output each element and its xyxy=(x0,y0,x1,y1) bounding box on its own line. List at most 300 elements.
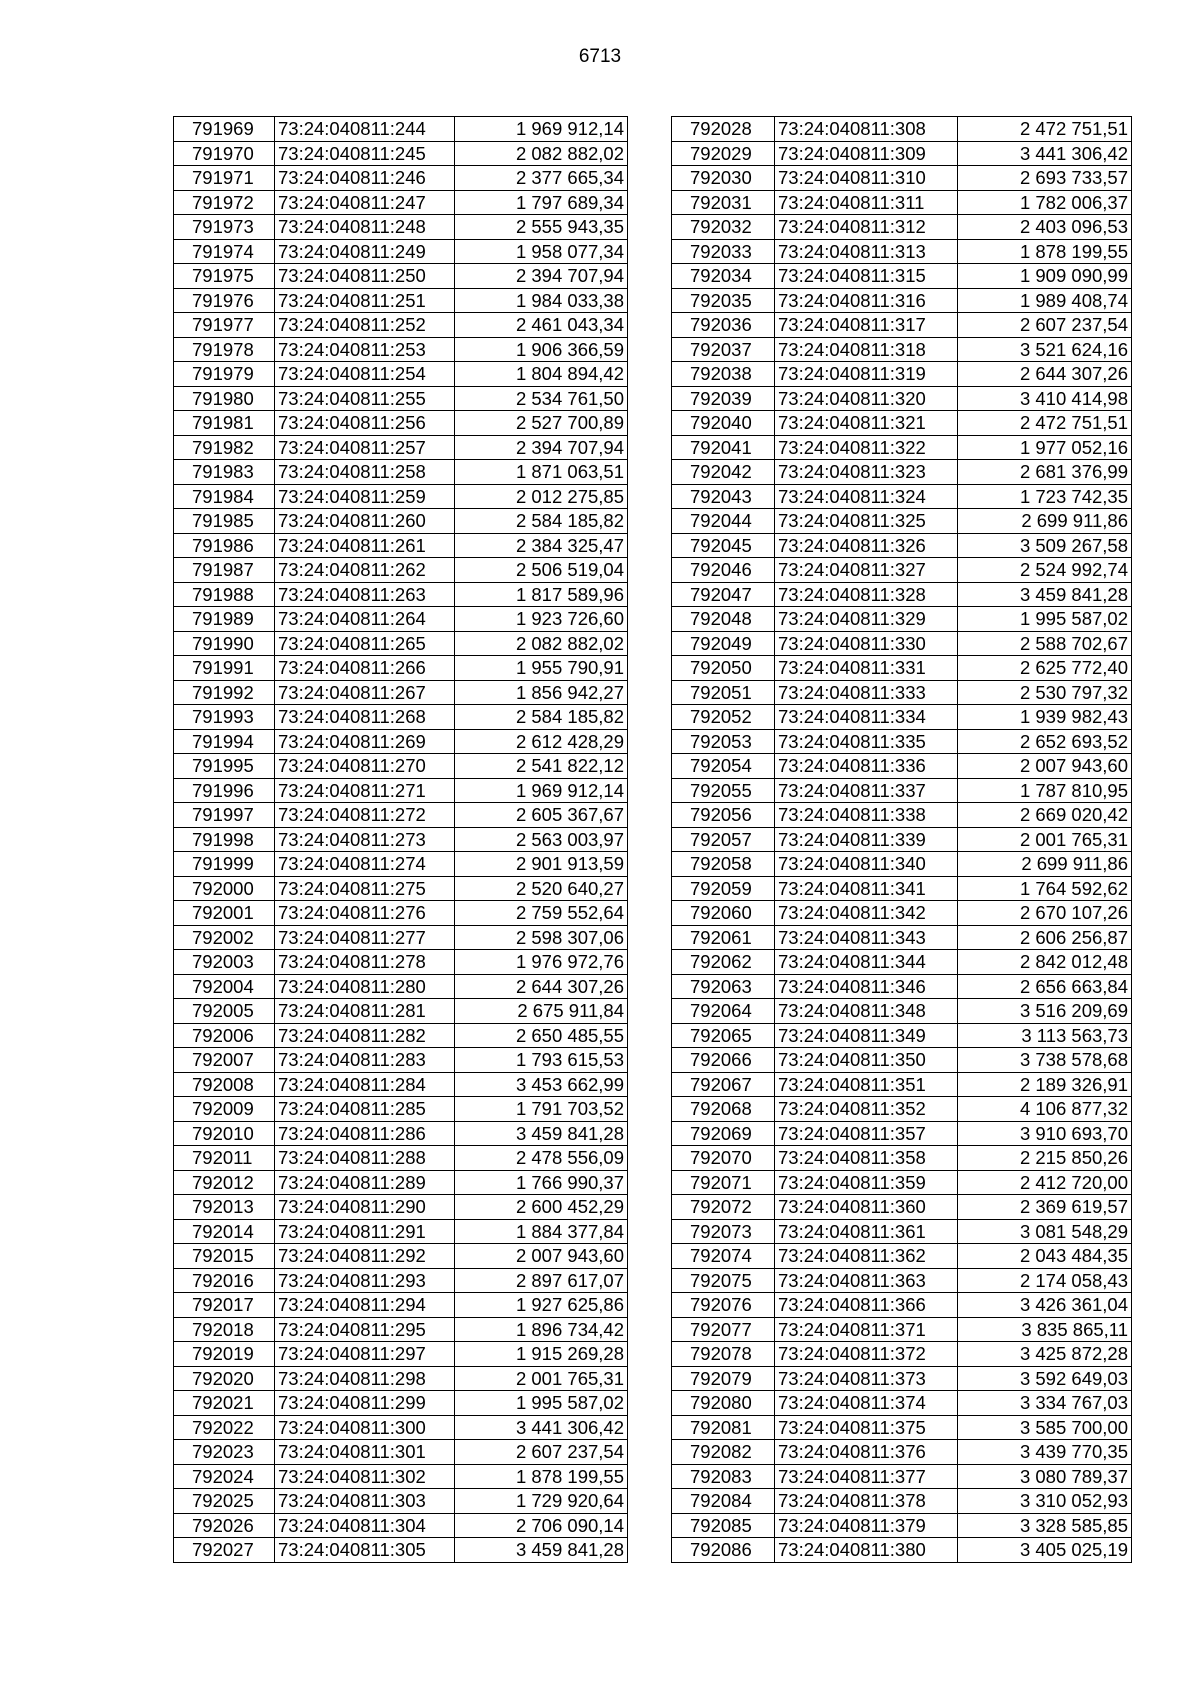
cadastral-number-cell: 73:24:040811:253 xyxy=(275,337,455,362)
cadastral-value-cell: 2 472 751,51 xyxy=(958,117,1132,142)
cadastral-number-cell: 73:24:040811:303 xyxy=(275,1489,455,1514)
record-number-cell: 792068 xyxy=(672,1097,775,1122)
cadastral-value-cell: 1 723 742,35 xyxy=(958,484,1132,509)
record-number-cell: 792061 xyxy=(672,925,775,950)
cadastral-number-cell: 73:24:040811:371 xyxy=(775,1317,958,1342)
table-row xyxy=(174,1342,628,1367)
table-row xyxy=(174,533,628,558)
table-row xyxy=(174,288,628,313)
cadastral-value-cell: 1 729 920,64 xyxy=(455,1489,628,1514)
table-row xyxy=(174,239,628,264)
cadastral-number-cell: 73:24:040811:324 xyxy=(775,484,958,509)
record-number-cell: 791984 xyxy=(174,484,275,509)
table-row xyxy=(174,1366,628,1391)
cadastral-number-cell: 73:24:040811:302 xyxy=(275,1464,455,1489)
cadastral-value-cell: 2 082 882,02 xyxy=(455,141,628,166)
table-row xyxy=(672,509,1132,534)
record-number-cell: 792076 xyxy=(672,1293,775,1318)
record-number-cell: 792078 xyxy=(672,1342,775,1367)
record-number-cell: 791977 xyxy=(174,313,275,338)
cadastral-value-cell: 3 426 361,04 xyxy=(958,1293,1132,1318)
cadastral-value-cell: 2 007 943,60 xyxy=(455,1244,628,1269)
cadastral-value-cell: 1 797 689,34 xyxy=(455,190,628,215)
record-number-cell: 791994 xyxy=(174,729,275,754)
record-number-cell: 792062 xyxy=(672,950,775,975)
cadastral-value-cell: 1 791 703,52 xyxy=(455,1097,628,1122)
cadastral-number-cell: 73:24:040811:273 xyxy=(275,827,455,852)
cadastral-number-cell: 73:24:040811:284 xyxy=(275,1072,455,1097)
record-number-cell: 792001 xyxy=(174,901,275,926)
record-number-cell: 792014 xyxy=(174,1219,275,1244)
record-number-cell: 791998 xyxy=(174,827,275,852)
cadastral-value-cell: 3 509 267,58 xyxy=(958,533,1132,558)
cadastral-value-cell: 2 644 307,26 xyxy=(958,362,1132,387)
record-number-cell: 792021 xyxy=(174,1391,275,1416)
table-row xyxy=(672,215,1132,240)
cadastral-number-cell: 73:24:040811:379 xyxy=(775,1513,958,1538)
record-number-cell: 792043 xyxy=(672,484,775,509)
record-number-cell: 792028 xyxy=(672,117,775,142)
cadastral-value-cell: 2 530 797,32 xyxy=(958,680,1132,705)
cadastral-value-cell: 2 563 003,97 xyxy=(455,827,628,852)
cadastral-value-cell: 3 113 563,73 xyxy=(958,1023,1132,1048)
cadastral-number-cell: 73:24:040811:378 xyxy=(775,1489,958,1514)
record-number-cell: 791973 xyxy=(174,215,275,240)
cadastral-value-cell: 2 759 552,64 xyxy=(455,901,628,926)
record-number-cell: 792039 xyxy=(672,386,775,411)
cadastral-value-cell: 3 334 767,03 xyxy=(958,1391,1132,1416)
table-row xyxy=(672,386,1132,411)
cadastral-value-cell: 2 527 700,89 xyxy=(455,411,628,436)
record-number-cell: 792006 xyxy=(174,1023,275,1048)
cadastral-value-cell: 2 842 012,48 xyxy=(958,950,1132,975)
cadastral-number-cell: 73:24:040811:266 xyxy=(275,656,455,681)
cadastral-number-cell: 73:24:040811:328 xyxy=(775,582,958,607)
cadastral-value-cell: 3 592 649,03 xyxy=(958,1366,1132,1391)
cadastral-number-cell: 73:24:040811:248 xyxy=(275,215,455,240)
cadastral-number-cell: 73:24:040811:286 xyxy=(275,1121,455,1146)
cadastral-number-cell: 73:24:040811:313 xyxy=(775,239,958,264)
cadastral-number-cell: 73:24:040811:360 xyxy=(775,1195,958,1220)
cadastral-value-cell: 1 976 972,76 xyxy=(455,950,628,975)
record-number-cell: 791995 xyxy=(174,754,275,779)
cadastral-number-cell: 73:24:040811:340 xyxy=(775,852,958,877)
cadastral-number-cell: 73:24:040811:275 xyxy=(275,876,455,901)
record-number-cell: 792027 xyxy=(174,1538,275,1563)
record-number-cell: 791999 xyxy=(174,852,275,877)
table-row xyxy=(672,1391,1132,1416)
cadastral-number-cell: 73:24:040811:372 xyxy=(775,1342,958,1367)
cadastral-number-cell: 73:24:040811:270 xyxy=(275,754,455,779)
cadastral-number-cell: 73:24:040811:317 xyxy=(775,313,958,338)
table-row xyxy=(174,362,628,387)
cadastral-number-cell: 73:24:040811:252 xyxy=(275,313,455,338)
table-row xyxy=(672,1072,1132,1097)
cadastral-number-cell: 73:24:040811:336 xyxy=(775,754,958,779)
cadastral-value-cell: 2 650 485,55 xyxy=(455,1023,628,1048)
cadastral-number-cell: 73:24:040811:267 xyxy=(275,680,455,705)
cadastral-number-cell: 73:24:040811:255 xyxy=(275,386,455,411)
cadastral-value-cell: 3 835 865,11 xyxy=(958,1317,1132,1342)
cadastral-number-cell: 73:24:040811:308 xyxy=(775,117,958,142)
table-row xyxy=(174,484,628,509)
cadastral-value-cell: 1 871 063,51 xyxy=(455,460,628,485)
cadastral-value-cell: 3 405 025,19 xyxy=(958,1538,1132,1563)
cadastral-value-cell: 2 520 640,27 xyxy=(455,876,628,901)
record-number-cell: 791997 xyxy=(174,803,275,828)
cadastral-number-cell: 73:24:040811:342 xyxy=(775,901,958,926)
cadastral-number-cell: 73:24:040811:282 xyxy=(275,1023,455,1048)
table-row xyxy=(174,1391,628,1416)
record-number-cell: 792057 xyxy=(672,827,775,852)
cadastral-number-cell: 73:24:040811:320 xyxy=(775,386,958,411)
table-row xyxy=(174,1415,628,1440)
cadastral-number-cell: 73:24:040811:346 xyxy=(775,974,958,999)
record-number-cell: 792051 xyxy=(672,680,775,705)
cadastral-number-cell: 73:24:040811:283 xyxy=(275,1048,455,1073)
cadastral-number-cell: 73:24:040811:361 xyxy=(775,1219,958,1244)
record-number-cell: 792038 xyxy=(672,362,775,387)
cadastral-value-cell: 2 478 556,09 xyxy=(455,1146,628,1171)
record-number-cell: 792050 xyxy=(672,656,775,681)
record-number-cell: 791974 xyxy=(174,239,275,264)
table-row xyxy=(174,607,628,632)
table-row xyxy=(174,558,628,583)
cadastral-value-cell: 1 969 912,14 xyxy=(455,117,628,142)
cadastral-value-cell: 2 506 519,04 xyxy=(455,558,628,583)
table-row xyxy=(174,705,628,730)
record-number-cell: 792029 xyxy=(672,141,775,166)
table-row xyxy=(672,313,1132,338)
table-row xyxy=(174,631,628,656)
cadastral-number-cell: 73:24:040811:316 xyxy=(775,288,958,313)
cadastral-number-cell: 73:24:040811:319 xyxy=(775,362,958,387)
record-number-cell: 791976 xyxy=(174,288,275,313)
cadastral-value-cell: 2 656 663,84 xyxy=(958,974,1132,999)
cadastral-number-cell: 73:24:040811:290 xyxy=(275,1195,455,1220)
record-number-cell: 792013 xyxy=(174,1195,275,1220)
cadastral-value-cell: 2 007 943,60 xyxy=(958,754,1132,779)
cadastral-value-cell: 2 605 367,67 xyxy=(455,803,628,828)
cadastral-number-cell: 73:24:040811:280 xyxy=(275,974,455,999)
cadastral-value-cell: 1 909 090,99 xyxy=(958,264,1132,289)
cadastral-value-cell: 2 612 428,29 xyxy=(455,729,628,754)
cadastral-value-cell: 1 995 587,02 xyxy=(455,1391,628,1416)
table-row xyxy=(672,656,1132,681)
table-row xyxy=(174,827,628,852)
table-row xyxy=(672,1146,1132,1171)
record-number-cell: 792047 xyxy=(672,582,775,607)
table-row xyxy=(672,1538,1132,1563)
record-number-cell: 792019 xyxy=(174,1342,275,1367)
table-row xyxy=(672,1219,1132,1244)
table-row xyxy=(672,974,1132,999)
table-row xyxy=(174,435,628,460)
record-number-cell: 792082 xyxy=(672,1440,775,1465)
cadastral-value-cell: 4 106 877,32 xyxy=(958,1097,1132,1122)
cadastral-number-cell: 73:24:040811:338 xyxy=(775,803,958,828)
record-number-cell: 792045 xyxy=(672,533,775,558)
record-number-cell: 791975 xyxy=(174,264,275,289)
record-number-cell: 792015 xyxy=(174,1244,275,1269)
table-row xyxy=(174,1048,628,1073)
table-row xyxy=(672,460,1132,485)
cadastral-value-cell: 1 856 942,27 xyxy=(455,680,628,705)
record-number-cell: 792023 xyxy=(174,1440,275,1465)
table-row xyxy=(672,827,1132,852)
cadastral-number-cell: 73:24:040811:318 xyxy=(775,337,958,362)
record-number-cell: 792086 xyxy=(672,1538,775,1563)
record-number-cell: 791969 xyxy=(174,117,275,142)
cadastral-number-cell: 73:24:040811:272 xyxy=(275,803,455,828)
table-row xyxy=(672,680,1132,705)
table-row xyxy=(672,533,1132,558)
record-number-cell: 792005 xyxy=(174,999,275,1024)
table-row xyxy=(174,117,628,142)
cadastral-number-cell: 73:24:040811:375 xyxy=(775,1415,958,1440)
cadastral-value-cell: 2 644 307,26 xyxy=(455,974,628,999)
table-row xyxy=(174,1195,628,1220)
cadastral-value-cell: 1 923 726,60 xyxy=(455,607,628,632)
record-number-cell: 791980 xyxy=(174,386,275,411)
record-number-cell: 792077 xyxy=(672,1317,775,1342)
record-number-cell: 791996 xyxy=(174,778,275,803)
table-row xyxy=(672,607,1132,632)
cadastral-value-cell: 1 764 592,62 xyxy=(958,876,1132,901)
table-row xyxy=(672,999,1132,1024)
cadastral-value-cell: 2 189 326,91 xyxy=(958,1072,1132,1097)
table-row xyxy=(174,901,628,926)
cadastral-value-cell: 1 969 912,14 xyxy=(455,778,628,803)
cadastral-value-cell: 1 995 587,02 xyxy=(958,607,1132,632)
cadastral-number-cell: 73:24:040811:330 xyxy=(775,631,958,656)
cadastral-number-cell: 73:24:040811:264 xyxy=(275,607,455,632)
cadastral-value-cell: 2 541 822,12 xyxy=(455,754,628,779)
table-row xyxy=(174,1170,628,1195)
table-row xyxy=(174,680,628,705)
cadastral-value-cell: 3 459 841,28 xyxy=(455,1121,628,1146)
cadastral-number-cell: 73:24:040811:276 xyxy=(275,901,455,926)
table-row xyxy=(672,778,1132,803)
table-row xyxy=(174,1023,628,1048)
record-number-cell: 792025 xyxy=(174,1489,275,1514)
cadastral-number-cell: 73:24:040811:352 xyxy=(775,1097,958,1122)
cadastral-number-cell: 73:24:040811:288 xyxy=(275,1146,455,1171)
record-number-cell: 792058 xyxy=(672,852,775,877)
cadastral-value-cell: 1 977 052,16 xyxy=(958,435,1132,460)
cadastral-number-cell: 73:24:040811:250 xyxy=(275,264,455,289)
table-row xyxy=(174,411,628,436)
table-row xyxy=(174,778,628,803)
record-number-cell: 792012 xyxy=(174,1170,275,1195)
record-number-cell: 791986 xyxy=(174,533,275,558)
table-row xyxy=(174,1317,628,1342)
table-row xyxy=(672,411,1132,436)
cadastral-number-cell: 73:24:040811:251 xyxy=(275,288,455,313)
cadastral-value-cell: 2 675 911,84 xyxy=(455,999,628,1024)
cadastral-value-cell: 2 394 707,94 xyxy=(455,264,628,289)
record-number-cell: 792022 xyxy=(174,1415,275,1440)
record-number-cell: 792067 xyxy=(672,1072,775,1097)
record-number-cell: 792048 xyxy=(672,607,775,632)
table-row xyxy=(672,1464,1132,1489)
record-number-cell: 792055 xyxy=(672,778,775,803)
table-row xyxy=(174,1121,628,1146)
record-number-cell: 792037 xyxy=(672,337,775,362)
cadastral-number-cell: 73:24:040811:300 xyxy=(275,1415,455,1440)
cadastral-value-cell: 3 459 841,28 xyxy=(958,582,1132,607)
table-row xyxy=(672,1170,1132,1195)
cadastral-value-cell: 3 410 414,98 xyxy=(958,386,1132,411)
record-number-cell: 792032 xyxy=(672,215,775,240)
table-row xyxy=(672,1342,1132,1367)
record-number-cell: 791987 xyxy=(174,558,275,583)
cadastral-number-cell: 73:24:040811:244 xyxy=(275,117,455,142)
cadastral-number-cell: 73:24:040811:380 xyxy=(775,1538,958,1563)
record-number-cell: 792009 xyxy=(174,1097,275,1122)
table-row xyxy=(174,1146,628,1171)
cadastral-number-cell: 73:24:040811:289 xyxy=(275,1170,455,1195)
table-row xyxy=(174,1244,628,1269)
cadastral-value-cell: 3 081 548,29 xyxy=(958,1219,1132,1244)
table-row xyxy=(672,876,1132,901)
cadastral-value-cell: 2 693 733,57 xyxy=(958,166,1132,191)
table-row xyxy=(174,925,628,950)
record-number-cell: 792059 xyxy=(672,876,775,901)
cadastral-number-cell: 73:24:040811:335 xyxy=(775,729,958,754)
table-row xyxy=(672,925,1132,950)
table-row xyxy=(174,1440,628,1465)
cadastral-value-cell: 1 906 366,59 xyxy=(455,337,628,362)
table-row xyxy=(672,1121,1132,1146)
cadastral-number-cell: 73:24:040811:262 xyxy=(275,558,455,583)
table-row xyxy=(672,1268,1132,1293)
cadastral-value-cell: 1 782 006,37 xyxy=(958,190,1132,215)
cadastral-value-cell: 2 001 765,31 xyxy=(455,1366,628,1391)
cadastral-number-cell: 73:24:040811:265 xyxy=(275,631,455,656)
table-row xyxy=(672,264,1132,289)
cadastral-value-cell: 3 459 841,28 xyxy=(455,1538,628,1563)
record-number-cell: 791982 xyxy=(174,435,275,460)
record-number-cell: 792002 xyxy=(174,925,275,950)
cadastral-value-cell: 2 607 237,54 xyxy=(958,313,1132,338)
table-body xyxy=(174,117,628,1563)
cadastral-number-cell: 73:24:040811:293 xyxy=(275,1268,455,1293)
record-number-cell: 792016 xyxy=(174,1268,275,1293)
cadastral-number-cell: 73:24:040811:344 xyxy=(775,950,958,975)
table-row xyxy=(174,386,628,411)
cadastral-value-cell: 2 598 307,06 xyxy=(455,925,628,950)
record-number-cell: 792011 xyxy=(174,1146,275,1171)
cadastral-number-cell: 73:24:040811:305 xyxy=(275,1538,455,1563)
cadastral-number-cell: 73:24:040811:268 xyxy=(275,705,455,730)
record-number-cell: 792040 xyxy=(672,411,775,436)
cadastral-value-cell: 2 534 761,50 xyxy=(455,386,628,411)
page-number: 6713 xyxy=(578,46,622,67)
table-row xyxy=(174,999,628,1024)
cadastral-value-cell: 2 369 619,57 xyxy=(958,1195,1132,1220)
record-number-cell: 792042 xyxy=(672,460,775,485)
cadastral-value-cell: 2 897 617,07 xyxy=(455,1268,628,1293)
record-number-cell: 792041 xyxy=(672,435,775,460)
cadastral-number-cell: 73:24:040811:323 xyxy=(775,460,958,485)
table-row xyxy=(174,852,628,877)
cadastral-number-cell: 73:24:040811:256 xyxy=(275,411,455,436)
record-number-cell: 791983 xyxy=(174,460,275,485)
table-row xyxy=(174,313,628,338)
table-row xyxy=(672,1023,1132,1048)
record-number-cell: 792008 xyxy=(174,1072,275,1097)
record-number-cell: 792020 xyxy=(174,1366,275,1391)
table-row xyxy=(672,901,1132,926)
record-number-cell: 791971 xyxy=(174,166,275,191)
record-number-cell: 791989 xyxy=(174,607,275,632)
cadastral-value-cell: 1 878 199,55 xyxy=(455,1464,628,1489)
cadastral-number-cell: 73:24:040811:309 xyxy=(775,141,958,166)
cadastral-number-cell: 73:24:040811:362 xyxy=(775,1244,958,1269)
cadastral-value-cell: 2 043 484,35 xyxy=(958,1244,1132,1269)
cadastral-value-cell: 3 521 624,16 xyxy=(958,337,1132,362)
record-number-cell: 791988 xyxy=(174,582,275,607)
record-number-cell: 791991 xyxy=(174,656,275,681)
table-row xyxy=(672,1440,1132,1465)
cadastral-number-cell: 73:24:040811:281 xyxy=(275,999,455,1024)
cadastral-number-cell: 73:24:040811:261 xyxy=(275,533,455,558)
table-row xyxy=(672,484,1132,509)
table-row xyxy=(174,1538,628,1563)
cadastral-value-cell: 2 901 913,59 xyxy=(455,852,628,877)
cadastral-number-cell: 73:24:040811:247 xyxy=(275,190,455,215)
cadastral-value-cell: 1 817 589,96 xyxy=(455,582,628,607)
table-row xyxy=(672,803,1132,828)
cadastral-number-cell: 73:24:040811:321 xyxy=(775,411,958,436)
cadastral-number-cell: 73:24:040811:277 xyxy=(275,925,455,950)
cadastral-value-cell: 2 600 452,29 xyxy=(455,1195,628,1220)
record-number-cell: 792000 xyxy=(174,876,275,901)
cadastral-value-cell: 3 441 306,42 xyxy=(455,1415,628,1440)
cadastral-value-cell: 2 699 911,86 xyxy=(958,852,1132,877)
table-row xyxy=(672,582,1132,607)
record-number-cell: 791993 xyxy=(174,705,275,730)
cadastral-value-cell: 3 453 662,99 xyxy=(455,1072,628,1097)
record-number-cell: 791978 xyxy=(174,337,275,362)
cadastral-number-cell: 73:24:040811:269 xyxy=(275,729,455,754)
record-number-cell: 792018 xyxy=(174,1317,275,1342)
table-row xyxy=(174,1293,628,1318)
table-row xyxy=(672,754,1132,779)
record-number-cell: 792081 xyxy=(672,1415,775,1440)
table-row xyxy=(672,1293,1132,1318)
record-number-cell: 792079 xyxy=(672,1366,775,1391)
cadastral-number-cell: 73:24:040811:349 xyxy=(775,1023,958,1048)
table-row xyxy=(174,656,628,681)
cadastral-value-cell: 2 670 107,26 xyxy=(958,901,1132,926)
cadastral-number-cell: 73:24:040811:254 xyxy=(275,362,455,387)
table-row xyxy=(672,705,1132,730)
table-row xyxy=(672,190,1132,215)
register-table-right xyxy=(671,116,1132,1563)
record-number-cell: 792075 xyxy=(672,1268,775,1293)
cadastral-number-cell: 73:24:040811:322 xyxy=(775,435,958,460)
cadastral-value-cell: 3 910 693,70 xyxy=(958,1121,1132,1146)
cadastral-number-cell: 73:24:040811:343 xyxy=(775,925,958,950)
record-number-cell: 792024 xyxy=(174,1464,275,1489)
cadastral-value-cell: 2 403 096,53 xyxy=(958,215,1132,240)
record-number-cell: 792054 xyxy=(672,754,775,779)
cadastral-value-cell: 2 669 020,42 xyxy=(958,803,1132,828)
table-body xyxy=(672,117,1132,1563)
cadastral-number-cell: 73:24:040811:285 xyxy=(275,1097,455,1122)
